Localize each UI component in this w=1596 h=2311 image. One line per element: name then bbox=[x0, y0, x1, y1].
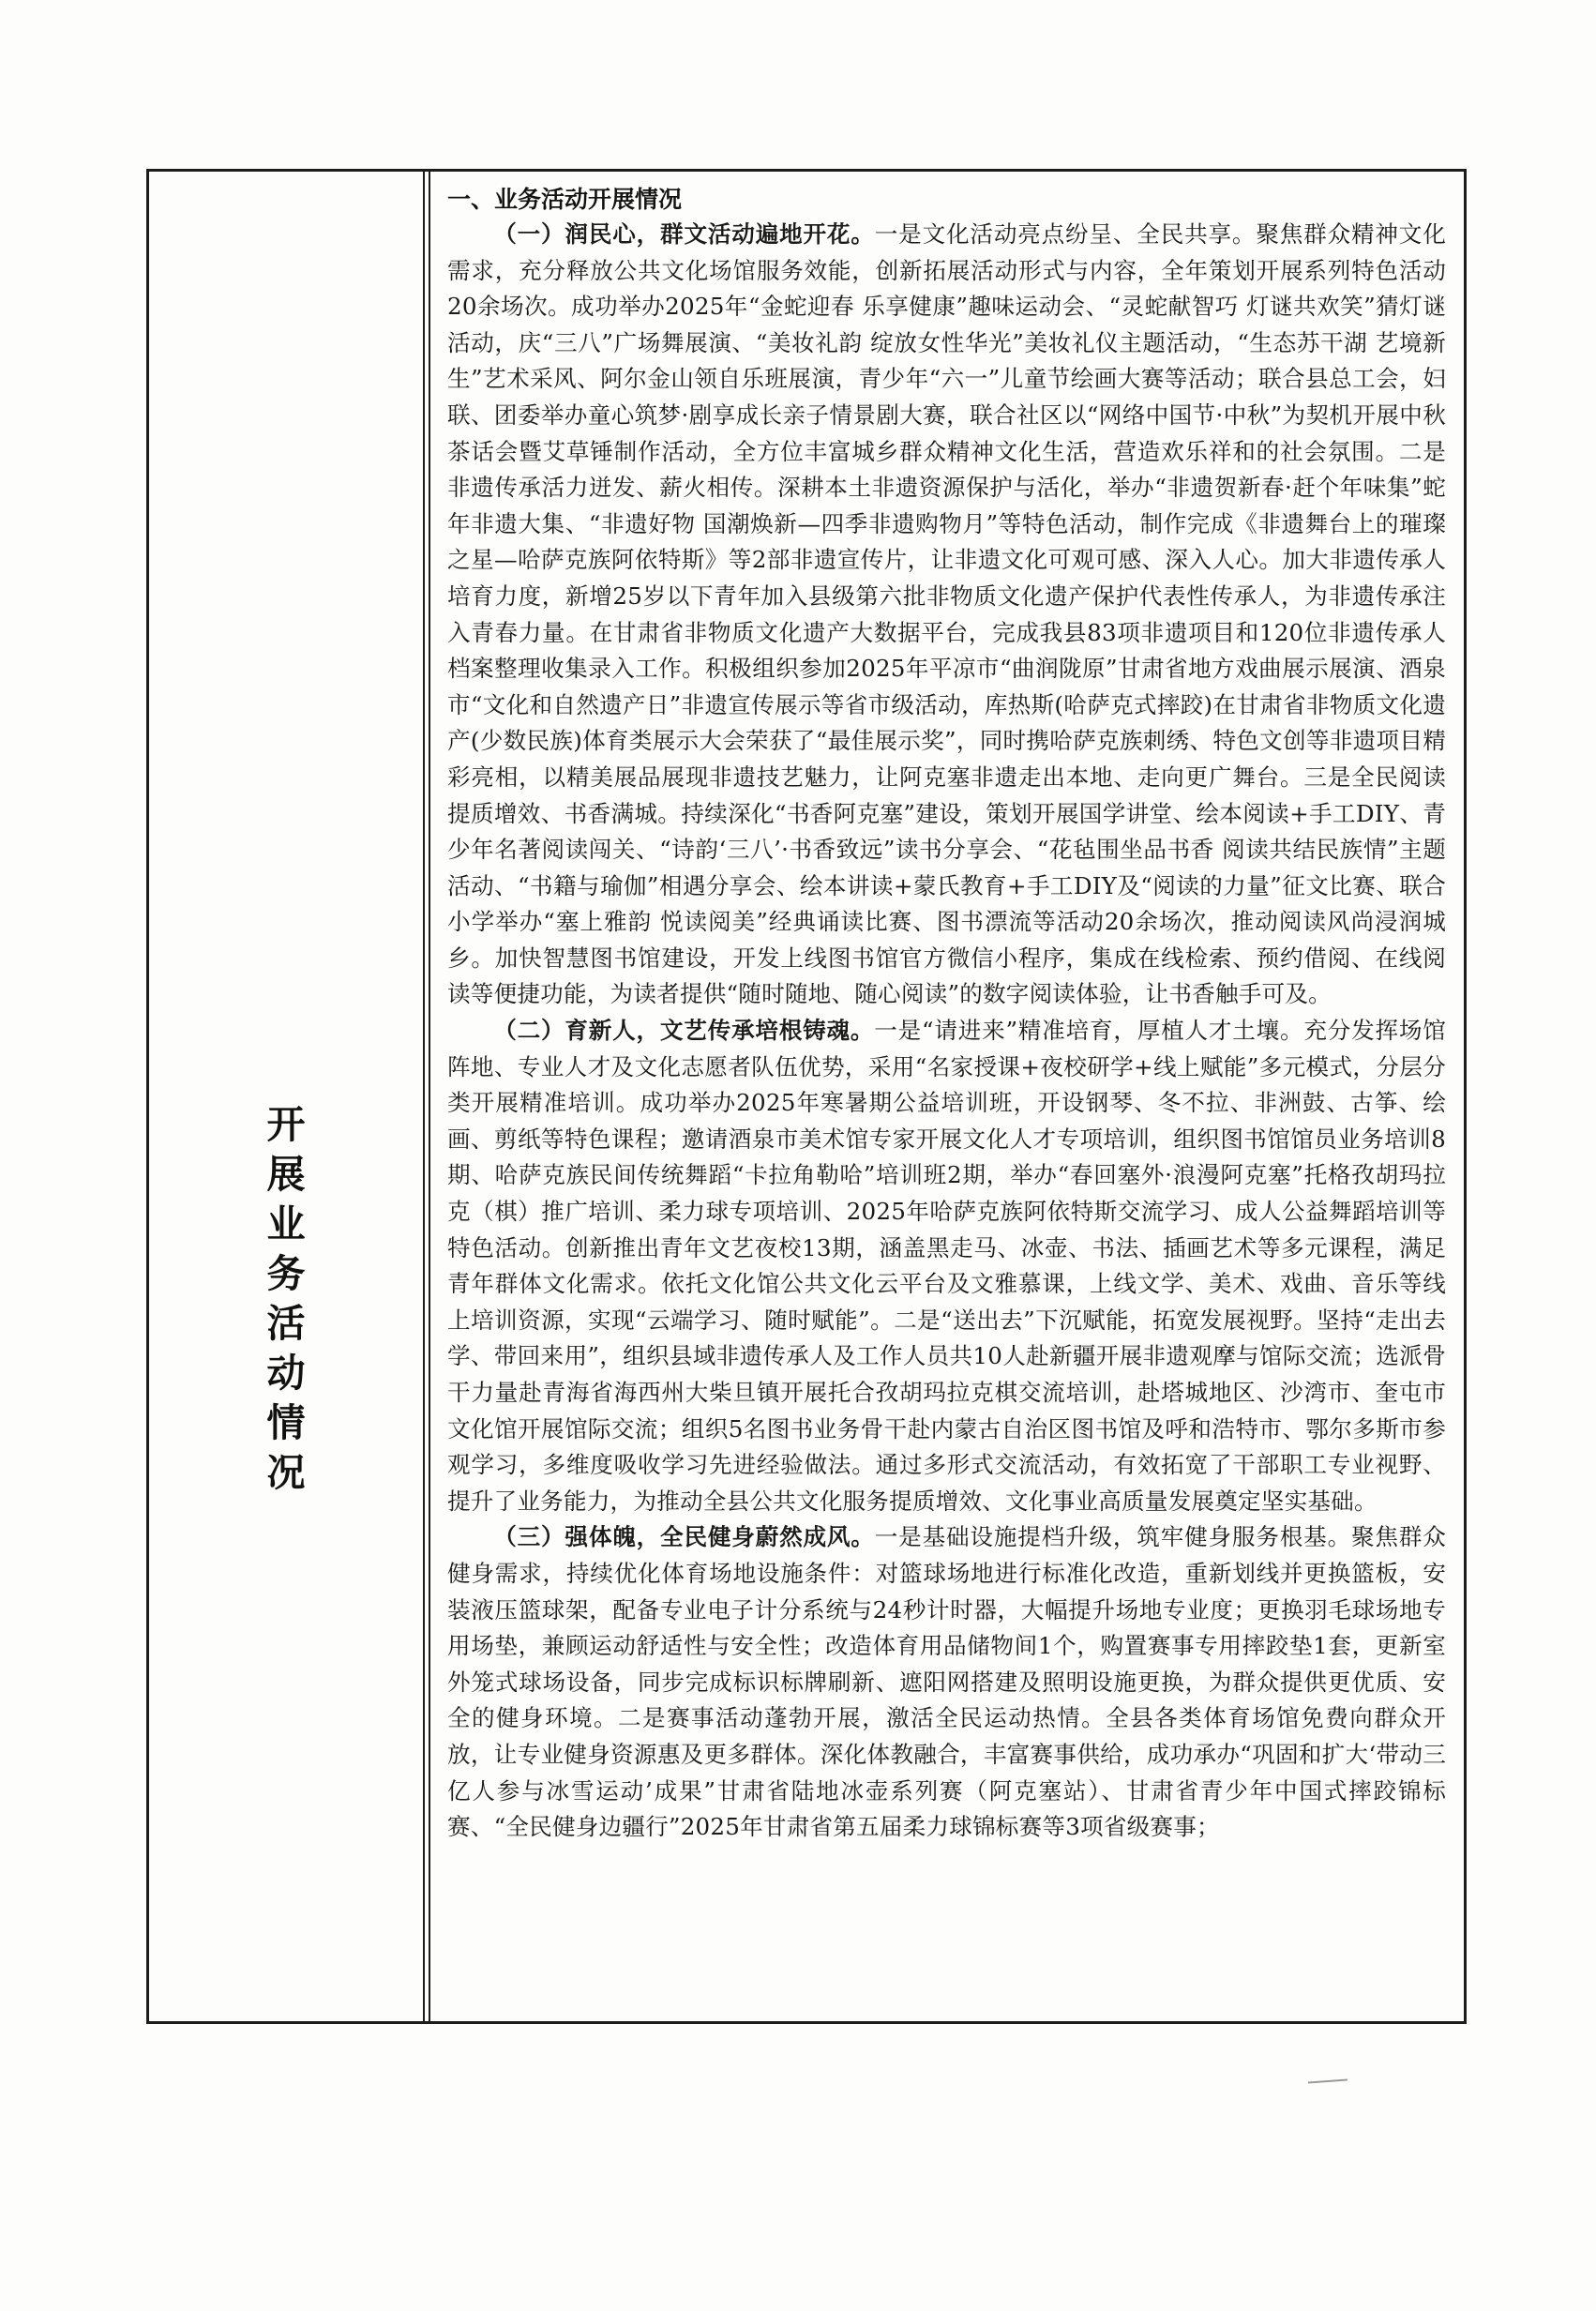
scan-mark bbox=[1308, 2079, 1348, 2088]
paragraph-1-heading: （一）润民心，群文活动遍地开花。 bbox=[493, 220, 875, 248]
row-label-char: 展 bbox=[266, 1152, 306, 1197]
row-label-char: 务 bbox=[266, 1251, 306, 1296]
row-label-char: 情 bbox=[266, 1400, 306, 1445]
paragraph-2-text: 一是“请进来”精准培育，厚植人才土壤。充分发挥场馆阵地、专业人才及文化志愿者队伍优势，采用“名家授课+夜校研学+线上赋能”多元模式，分层分类开展精准培训。成功举办2025年寒暑期公益培训班，开设钢琴、冬不拉、非洲鼓、古筝、绘画、剪纸等特色课程；邀请酒泉市美术馆专家开展文化人才专项培训，组织图书馆馆员业务培训8期、哈萨克族民间传统舞蹈“卡拉角勒哈”培训班2期，举办“春回塞外·浪漫阿克塞”托格孜胡玛拉克（棋）推广培训、柔力球专项培训、2025年哈萨克族阿依特斯交流学习、成人公益舞蹈培训等特色活动。创新推出青年文艺夜校13期，涵盖黑走马、冰壶、书法、插画艺术等多元课程，满足青年群体文化需求。依托文化馆公共文化云平台及文雅慕课，上线文学、美术、戏曲、音乐等线上培训资源，实现“云端学习、随时赋能”。二是“送出去”下沉赋能，拓宽发展视野。坚持“走出去学、带回来用”，组织县域非遗传承人及工作人员共10人赴新疆开展非遗观摩与馆际交流；选派骨干力量赴青海省海西州大柴旦镇开展托合孜胡玛拉克棋交流培训，赴塔城地区、沙湾市、奎屯市文化馆开展馆际交流；组织5名图书业务骨干赴内蒙古自治区图书馆及呼和浩特市、鄂尔多斯市参观学习，多维度吸收学习先进经验做法。通过多形式交流活动，有效拓宽了干部职工专业视野、提升了业务能力，为推动全县公共文化服务提质增效、文化事业高质量发展奠定坚实基础。 bbox=[447, 1017, 1447, 1515]
content-cell bbox=[429, 172, 1455, 2021]
form-table bbox=[146, 169, 1467, 2024]
paragraph-3-text: 一是基础设施提档升级，筑牢健身服务根基。聚焦群众健身需求，持续优化体育场地设施条件：对篮球场地进行标准化改造，重新划线并更换篮板，安装液压篮球架，配备专业电子计分系统与24秒计时器，大幅提升场地专业度；更换羽毛球场地专用场垫，兼顾运动舒适性与安全性；改造体育用品储物间1个，购置赛事专用摔跤垫1套，更新室外笼式球场设备，同步完成标识标牌刷新、遮阳网搭建及照明设施更换，为群众提供更优质、安全的健身环境。二是赛事活动蓬勃开展，激活全民运动热情。全县各类体育场馆免费向群众开放，让专业健身资源惠及更多群体。深化体教融合，丰富赛事供给，成功承办“巩固和扩大‘带动三亿人参与冰雪运动’成果”甘肃省陆地冰壶系列赛（阿克塞站）、甘肃省青少年中国式摔跤锦标赛、“全民健身边疆行”2025年甘肃省第五届柔力球锦标赛等3项省级赛事； bbox=[447, 1523, 1446, 1841]
row-label-char: 开 bbox=[266, 1102, 306, 1147]
paragraph-3-heading: （三）强体魄，全民健身蔚然成风。 bbox=[493, 1523, 875, 1551]
row-label-char: 动 bbox=[266, 1351, 306, 1396]
section-title: 一、业务活动开展情况 bbox=[447, 186, 683, 213]
row-label-cell bbox=[149, 172, 425, 2021]
paragraph-2-heading: （二）育新人，文艺传承培根铸魂。 bbox=[493, 1017, 875, 1045]
row-label-char: 活 bbox=[266, 1301, 306, 1346]
paragraph-3 bbox=[447, 1519, 1446, 1845]
paragraph-1-text: 一是文化活动亮点纷呈、全民共享。聚焦群众精神文化需求，充分释放公共文化场馆服务效能，创新拓展活动形式与内容，全年策划开展系列特色活动20余场次。成功举办2025年“金蛇迎春 乐享健康”趣味运动会、“灵蛇献智巧 灯谜共欢笑”猜灯谜活动，庆“三八”广场舞展演、“美妆礼韵 绽放女性华光”美妆礼仪主题活动，“生态苏干湖 艺境新生”艺术采风、阿尔金山领自乐班展演，青少年“六一”儿童节绘画大赛等活动；联合县总工会，妇联、团委举办童心筑梦·剧享成长亲子情景剧大赛，联合社区以“网络中国节·中秋”为契机开展中秋茶话会暨艾草锤制作活动，全方位丰富城乡群众精神文化生活，营造欢乐祥和的社会氛围。二是非遗传承活力迸发、薪火相传。深耕本土非遗资源保护与活化，举办“非遗贺新春·赶个年味集”蛇年非遗大集、“非遗好物 国潮焕新—四季非遗购物月”等特色活动，制作完成《非遗舞台上的璀璨之星—哈萨克族阿依特斯》等2部非遗宣传片，让非遗文化可观可感、深入人心。加大非遗传承人培育力度，新增25岁以下青年加入县级第六批非物质文化遗产保护代表性传承人，为非遗传承注入青春力量。在甘肃省非物质文化遗产大数据平台，完成我县83项非遗项目和120位非遗传承人档案整理收集录入工作。积极组织参加2025年平凉市“曲润陇原”甘肃省地方戏曲展示展演、酒泉市“文化和自然遗产日”非遗宣传展示等省市级活动，库热斯(哈萨克式摔跤)在甘肃省非物质文化遗产(少数民族)体育类展示大会荣获了“最佳展示奖”，同时携哈萨克族刺绣、特色文创等非遗项目精彩亮相，以精美展品展现非遗技艺魅力，让阿克塞非遗走出本地、走向更广舞台。三是全民阅读提质增效、书香满城。持续深化“书香阿克塞”建设，策划开展国学讲堂、绘本阅读+手工DIY、青少年名著阅读闯关、“诗韵‘三八’·书香致远”读书分享会、“花毡围坐品书香 阅读共结民族情”主题活动、“书籍与瑜伽”相遇分享会、绘本讲读+蒙氏教育+手工DIY及“阅读的力量”征文比赛、联合小学举办“塞上雅韵 悦读阅美”经典诵读比赛、图书漂流等活动20余场次，推动阅读风尚浸润城乡。加快智慧图书馆建设，开发上线图书馆官方微信小程序，集成在线检索、预约借阅、在线阅读等便捷功能，为读者提供“随时随地、随心阅读”的数字阅读体验，让书香触手可及。 bbox=[447, 220, 1446, 1008]
row-label-char: 况 bbox=[266, 1450, 306, 1495]
paragraph-2 bbox=[447, 1013, 1446, 1519]
paragraph-1 bbox=[447, 217, 1446, 1013]
row-label bbox=[149, 1100, 423, 1498]
row-label-char: 业 bbox=[266, 1201, 306, 1246]
